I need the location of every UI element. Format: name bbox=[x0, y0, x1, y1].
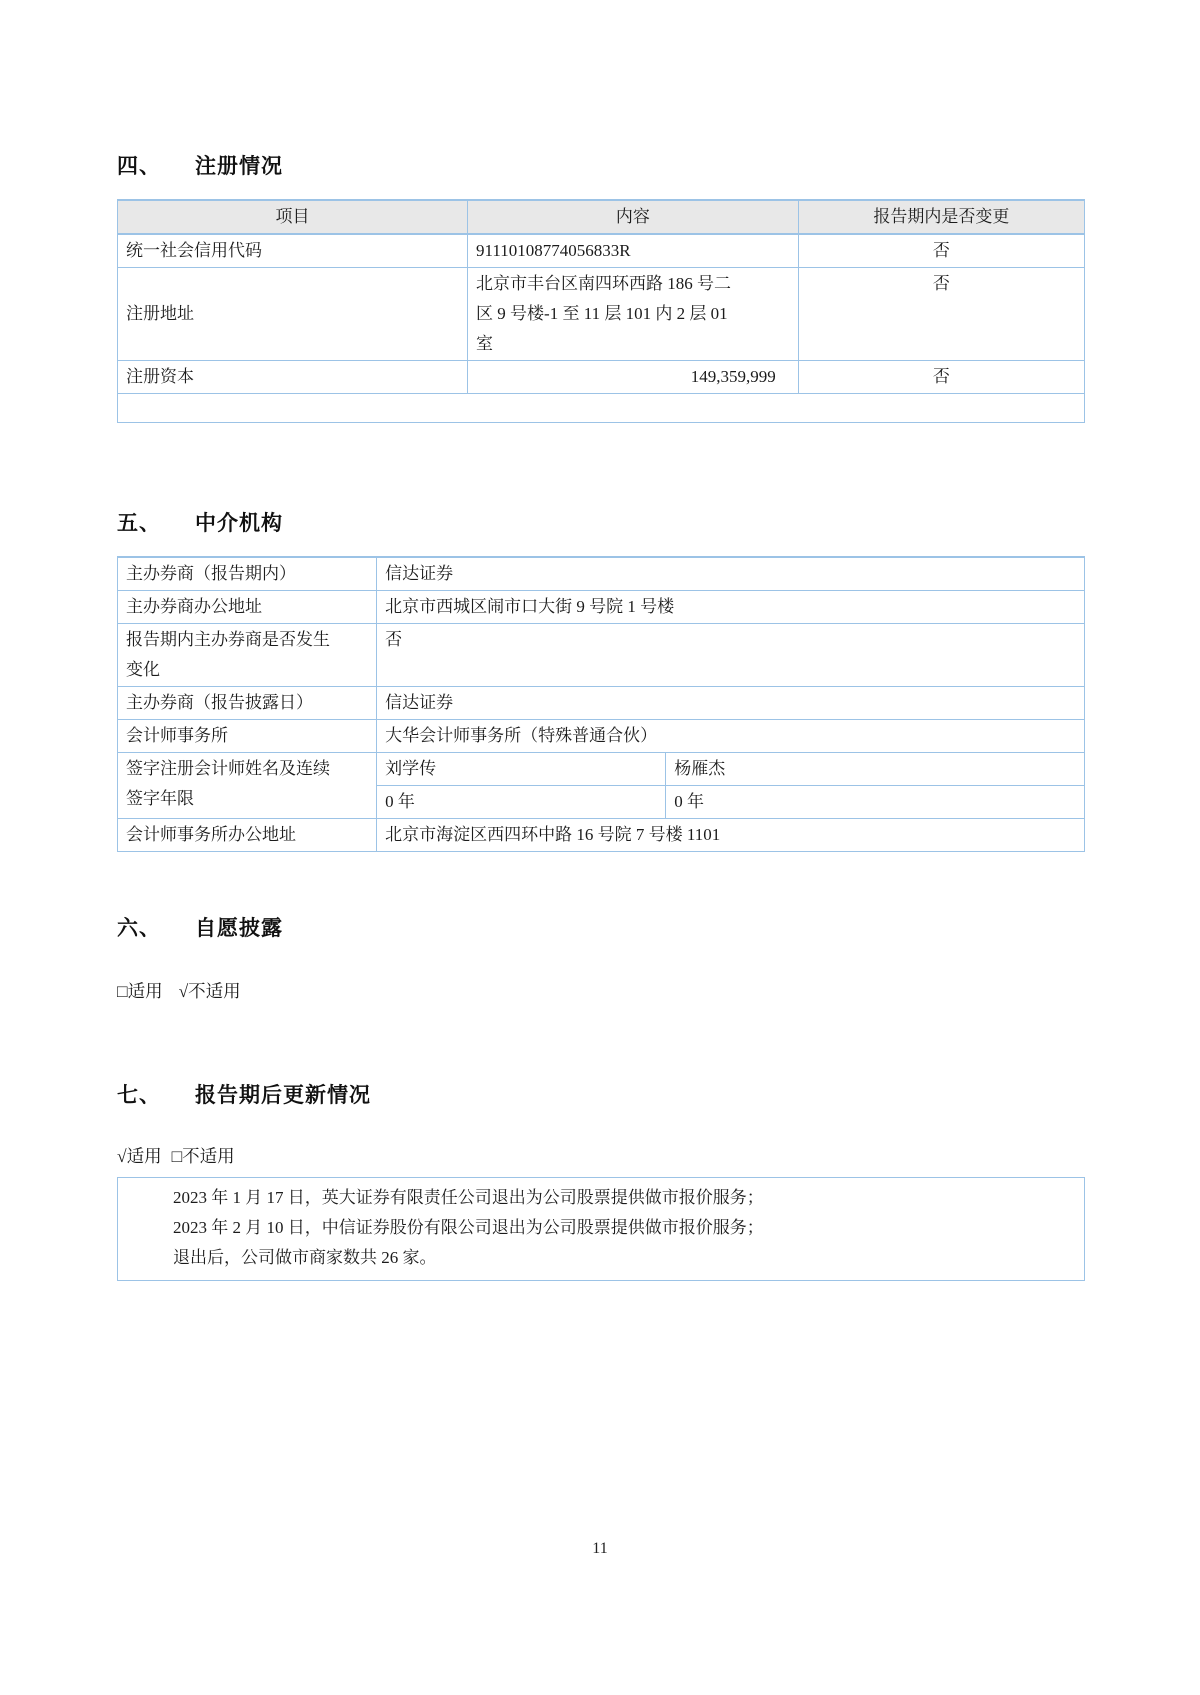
table-row bbox=[118, 268, 1085, 361]
post-period-update-box bbox=[117, 1177, 1085, 1281]
section-7-heading bbox=[117, 1079, 1085, 1109]
cell-changed: 否 bbox=[798, 361, 1084, 394]
table-row bbox=[118, 753, 1085, 786]
section-5-heading bbox=[117, 507, 1085, 537]
section-title: 自愿披露 bbox=[195, 917, 283, 940]
table-row-empty bbox=[118, 394, 1085, 423]
cell-label: 报告期内主办券商是否发生变化 bbox=[118, 624, 377, 687]
section-number: 七、 bbox=[117, 1084, 161, 1107]
table-row bbox=[118, 624, 1085, 687]
cell-item: 注册地址 bbox=[118, 268, 468, 361]
section-number: 四、 bbox=[117, 155, 161, 178]
applicability-line bbox=[117, 978, 1085, 1003]
accountant-name: 杨雁杰 bbox=[666, 753, 1085, 786]
cell-empty bbox=[118, 394, 1085, 423]
section-title: 中介机构 bbox=[195, 512, 283, 535]
cell-value: 否 bbox=[377, 624, 1085, 687]
section-intermediary bbox=[117, 507, 1085, 852]
registration-table bbox=[117, 199, 1085, 423]
accountant-years: 0 年 bbox=[666, 786, 1085, 819]
table-row bbox=[118, 591, 1085, 624]
table-row bbox=[118, 234, 1085, 268]
checkbox-applicable: □适用 bbox=[117, 981, 163, 1001]
intermediary-table bbox=[117, 556, 1085, 852]
section-title: 注册情况 bbox=[195, 155, 283, 178]
table-row bbox=[118, 687, 1085, 720]
cell-changed: 否 bbox=[798, 268, 1084, 361]
cell-value: 北京市西城区闹市口大街 9 号院 1 号楼 bbox=[377, 591, 1085, 624]
cell-value: 信达证券 bbox=[377, 557, 1085, 591]
cell-content: 北京市丰台区南四环西路 186 号二区 9 号楼-1 至 11 层 101 内 2 层 01 室 bbox=[468, 268, 799, 361]
cell-label: 会计师事务所办公地址 bbox=[118, 819, 377, 852]
cell-label: 签字注册会计师姓名及连续签字年限 bbox=[118, 753, 377, 819]
section-4-heading bbox=[117, 150, 1085, 180]
table-row bbox=[118, 720, 1085, 753]
section-post-period-updates bbox=[117, 1079, 1085, 1281]
checkbox-not-applicable: □不适用 bbox=[171, 1146, 235, 1166]
cell-value: 大华会计师事务所（特殊普通合伙） bbox=[377, 720, 1085, 753]
accountant-name: 刘学传 bbox=[377, 753, 666, 786]
checkbox-not-applicable: √不适用 bbox=[178, 981, 241, 1001]
accountant-years: 0 年 bbox=[377, 786, 666, 819]
cell-value: 北京市海淀区西四环中路 16 号院 7 号楼 1101 bbox=[377, 819, 1085, 852]
table-row bbox=[118, 819, 1085, 852]
column-header-content: 内容 bbox=[468, 200, 799, 234]
section-number: 五、 bbox=[117, 512, 161, 535]
section-registration bbox=[117, 150, 1085, 423]
cell-item: 统一社会信用代码 bbox=[118, 234, 468, 268]
cell-label: 会计师事务所 bbox=[118, 720, 377, 753]
column-header-item: 项目 bbox=[118, 200, 468, 234]
table-row bbox=[118, 361, 1085, 394]
cell-changed: 否 bbox=[798, 234, 1084, 268]
section-title: 报告期后更新情况 bbox=[195, 1084, 371, 1107]
table-header-row bbox=[118, 200, 1085, 234]
update-line: 2023 年 1 月 17 日，英大证券有限责任公司退出为公司股票提供做市报价服务； bbox=[173, 1188, 764, 1207]
checkbox-applicable: √适用 bbox=[117, 1146, 162, 1166]
cell-value: 信达证券 bbox=[377, 687, 1085, 720]
column-header-changed: 报告期内是否变更 bbox=[798, 200, 1084, 234]
cell-label: 主办券商办公地址 bbox=[118, 591, 377, 624]
cell-item: 注册资本 bbox=[118, 361, 468, 394]
cell-label: 主办券商（报告期内） bbox=[118, 557, 377, 591]
update-line: 2023 年 2 月 10 日，中信证券股份有限公司退出为公司股票提供做市报价服务； bbox=[173, 1218, 764, 1237]
cell-content: 149,359,999 bbox=[468, 361, 799, 394]
table-row bbox=[118, 557, 1085, 591]
applicability-line bbox=[117, 1143, 1085, 1168]
cell-label: 主办券商（报告披露日） bbox=[118, 687, 377, 720]
section-number: 六、 bbox=[117, 917, 161, 940]
update-line: 退出后，公司做市商家数共 26 家。 bbox=[173, 1248, 437, 1267]
cell-content: 91110108774056833R bbox=[468, 234, 799, 268]
section-6-heading bbox=[117, 912, 1085, 942]
section-voluntary-disclosure bbox=[117, 912, 1085, 1003]
page-number: 11 bbox=[592, 1540, 608, 1557]
